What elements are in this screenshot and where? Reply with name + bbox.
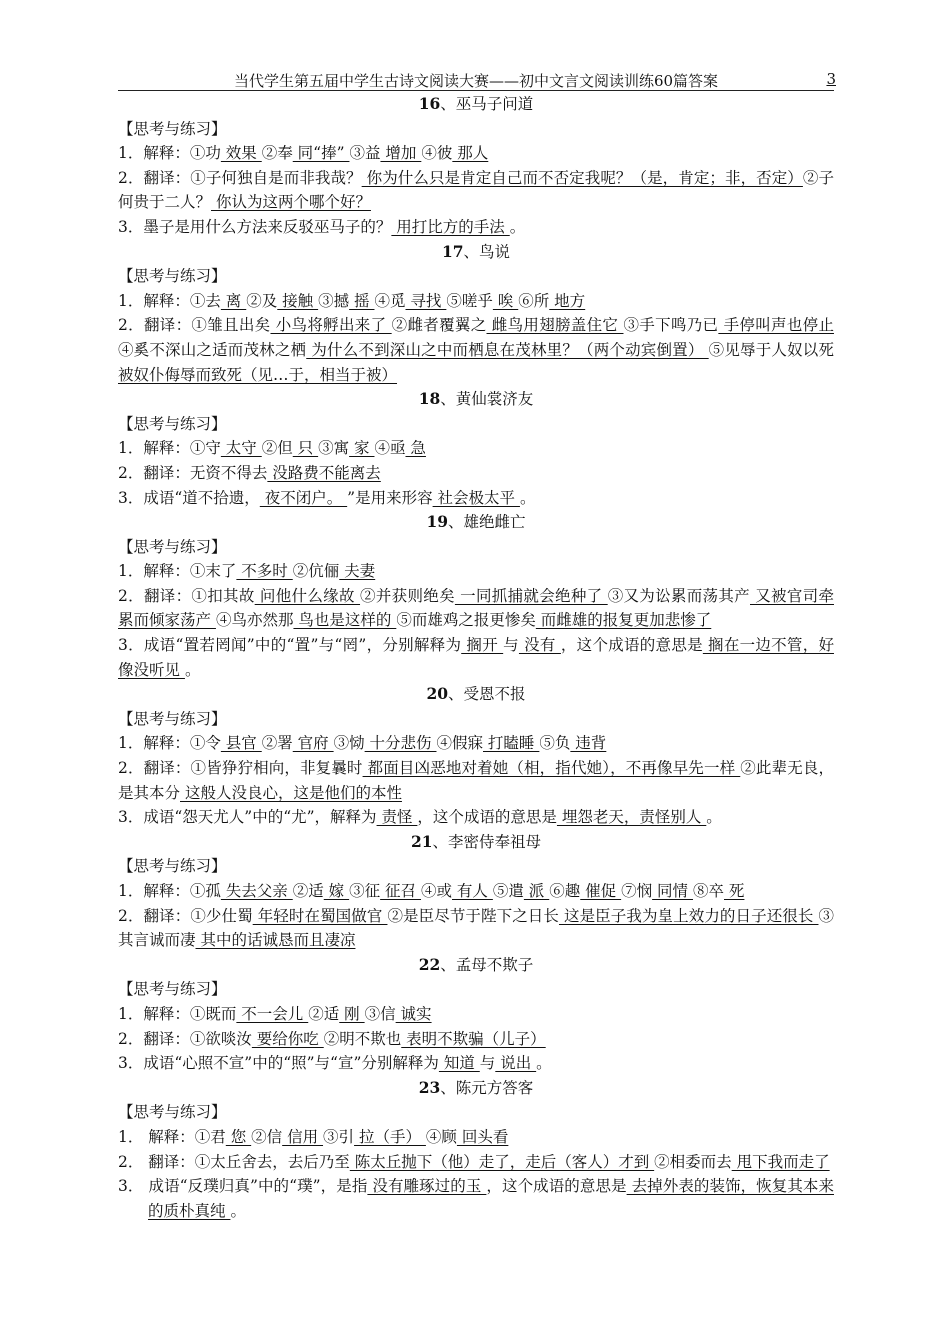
answer-line	[118, 584, 834, 633]
question-text: ③益	[349, 144, 381, 163]
question-text: ”是用来形容	[347, 488, 433, 507]
question-text: ④顾	[425, 1127, 457, 1146]
question-text: 3．成语“道不拾遗，	[118, 488, 260, 507]
answer-blank: 同“捧”	[292, 144, 350, 163]
question-text: ②伉俪	[292, 562, 340, 581]
answer-blank: 而雌雄的报复更加悲惨了	[535, 611, 712, 630]
section-number: 19	[426, 512, 449, 532]
question-text: 1．解释：①既而	[118, 1004, 237, 1023]
question-text: ②但	[261, 439, 293, 458]
question-text: ②明不欺也	[323, 1029, 402, 1048]
practice-heading: 【思考与练习】	[118, 119, 227, 138]
answer-blank: 没有	[518, 636, 561, 655]
answer-blank: 信用	[282, 1127, 324, 1146]
answer-blank: 这般人没良心，这是他们的本性	[180, 783, 402, 802]
answer-blank: 寻找	[405, 291, 447, 310]
section-number: 22	[418, 954, 441, 974]
practice-heading: 【思考与练习】	[118, 537, 227, 556]
answer-line	[118, 633, 834, 682]
question-text: ③征	[349, 882, 381, 900]
answer-blank: 表明不欺骗（儿子）	[401, 1029, 546, 1048]
section-number: 17	[441, 241, 464, 261]
answer-blank: 效果	[220, 144, 262, 163]
question-text: ②子何贵于二人？	[118, 168, 834, 212]
question-text: ④奚不深山之适而茂林之栖	[118, 340, 307, 359]
section-title-text: 、鸟说	[463, 242, 511, 261]
question-text: 2．翻译：①皆狰狞相向，非复曩时	[118, 759, 363, 778]
answer-blank: 社会极太平	[432, 488, 520, 507]
section-number: 23	[418, 1077, 441, 1097]
section-title	[118, 830, 834, 855]
answer-line	[118, 215, 834, 240]
question-text: ③信	[364, 1004, 396, 1023]
section-title	[118, 240, 834, 265]
answer-blank: 不一会儿	[236, 1004, 309, 1023]
section-title	[118, 682, 834, 707]
question-text: ⑤嗟乎	[446, 291, 493, 310]
answer-line	[118, 756, 834, 805]
section-title	[118, 387, 834, 412]
answer-line	[118, 1002, 834, 1027]
question-text: ，这个成语的意思是	[560, 636, 703, 655]
question-text: ③寓	[318, 439, 350, 458]
answer-blank: 诚实	[395, 1004, 432, 1023]
answer-line	[118, 486, 834, 511]
question-text: 与	[479, 1054, 496, 1073]
question-text: ③手下鸣乃已	[623, 316, 719, 335]
question-text: 。	[706, 808, 722, 827]
answer-blank: 搁在一边不管，好像没听见	[118, 636, 834, 679]
question-text: ⑤遣	[492, 882, 524, 900]
question-text: 。	[184, 660, 201, 679]
answer-blank: 打瞌睡	[483, 734, 540, 753]
question-text: ③又为讼累而荡其产	[607, 586, 750, 605]
question-text: ②署	[261, 734, 293, 753]
answer-blank: 县官	[220, 734, 262, 753]
question-text: ⑥所	[518, 291, 550, 310]
question-text: ②并获则绝矣	[360, 586, 455, 605]
answer-blank: 只	[292, 439, 319, 458]
section-title-text: 、巫马子问道	[440, 95, 534, 113]
section-title	[118, 510, 834, 535]
question-text: 1．解释：①末了	[118, 562, 237, 581]
answer-blank: 你认为这两个哪个好？	[211, 193, 371, 212]
answer-line	[118, 461, 834, 486]
question-text: ⑤负	[539, 734, 571, 753]
answer-blank: 去掉外表的装饰，恢复其本来的质朴真纯	[148, 1177, 834, 1220]
answer-blank: 手停叫声也停止	[718, 316, 834, 335]
answer-blank: 没路费不能离去	[267, 463, 381, 482]
question-text: ⑥趣	[549, 882, 581, 900]
answer-blank: 夜不闭户。	[259, 488, 348, 507]
header-title: 当代学生第五届中学生古诗文阅读大赛——初中文言文阅读训练60篇答案	[233, 72, 719, 90]
answer-blank: 埋怨老天，责怪别人	[556, 808, 707, 827]
answer-blank: 甩下我而走了	[731, 1152, 830, 1171]
answer-blank: 征召	[380, 882, 421, 900]
question-text: ④假寐	[436, 734, 483, 753]
answer-line	[118, 1125, 834, 1150]
answer-blank: 您	[225, 1127, 252, 1146]
question-text: 。	[519, 488, 536, 507]
question-text: 3．成语“心照不宣”中的“照”与“宣”分别解释为	[118, 1054, 439, 1073]
question-text: ④鸟亦然那	[215, 611, 294, 630]
answer-line	[118, 289, 834, 314]
question-text: ②信	[251, 1127, 283, 1146]
answer-blank: 被奴仆侮辱而致死（见…于，相当于被）	[118, 365, 398, 384]
question-text: ⑤见辱于人奴以死	[708, 340, 834, 359]
question-text: ②奉	[261, 144, 293, 163]
question-text: 2．翻译：①雏且出矣	[118, 316, 271, 335]
question-text: 1．解释：①孤	[118, 882, 221, 900]
practice-heading: 【思考与练习】	[118, 414, 227, 433]
question-text: 3．墨子是用什么方法来反驳巫马子的？	[118, 217, 392, 236]
answer-blank: 又被官司牵累而倾家荡产	[118, 586, 834, 630]
question-text: ②适	[292, 882, 324, 900]
practice-heading: 【思考与练习】	[118, 1103, 227, 1122]
answer-line	[118, 1174, 834, 1223]
question-text: ，这个成语的意思是	[486, 1177, 627, 1196]
section-title-text: 、受恩不报	[448, 685, 526, 704]
answer-blank: 为什么不到深山之中而栖息在茂林里？（两个动宾倒置）	[306, 340, 709, 359]
answer-line	[118, 904, 834, 953]
answer-line	[118, 805, 834, 830]
answer-blank: 鸟也是这样的	[293, 611, 397, 630]
answer-blank: 刚	[339, 1004, 365, 1023]
question-text: 1．解释：①守	[118, 439, 221, 458]
section-title-text: 、雄绝雌亡	[448, 513, 526, 532]
question-text: ⑦悯	[621, 882, 653, 900]
answer-blank: 太守	[220, 439, 262, 458]
section-title-text: 、黄仙裳济友	[440, 390, 534, 409]
section-title-text: 、李密侍奉祖母	[432, 832, 542, 851]
answer-blank: 那人	[452, 144, 489, 163]
answer-blank: 年轻时在蜀国做官	[252, 906, 388, 925]
answer-blank: 这是臣子我为皇上效力的日子还很长	[558, 906, 819, 925]
question-text: ④觅	[374, 291, 406, 310]
answer-line	[118, 559, 834, 584]
answer-line	[118, 166, 834, 215]
question-text: ②相委而去	[654, 1152, 732, 1171]
question-text: 。	[536, 1054, 552, 1073]
answer-blank: 小鸟将孵出来了	[270, 316, 392, 335]
answer-blank: 有人	[452, 882, 493, 900]
answer-blank: 嫁	[323, 882, 350, 900]
answer-line	[118, 879, 834, 904]
answer-blank: 用打比方的手法	[391, 217, 510, 236]
answer-blank: 说出	[495, 1054, 537, 1073]
practice-heading: 【思考与练习】	[118, 709, 227, 728]
answer-line	[118, 731, 834, 756]
answer-blank: 失去父亲	[220, 882, 293, 900]
answer-blank: 派	[523, 882, 550, 900]
answer-blank: 违背	[570, 734, 607, 753]
question-text: ②此辈无良，是其本分	[118, 759, 834, 802]
question-text: ，这个成语的意思是	[417, 808, 557, 827]
question-text: ④亟	[374, 439, 406, 458]
section-number: 20	[426, 684, 449, 704]
section-title	[118, 953, 834, 978]
section-title	[118, 1076, 834, 1101]
question-text: 2．翻译：无资不得去	[118, 463, 268, 482]
section-number: 16	[418, 94, 441, 113]
section-number: 21	[410, 831, 433, 851]
section-title-text: 、孟母不欺子	[440, 955, 534, 974]
answer-blank: 接触	[277, 291, 319, 310]
question-text: 3．成语“置若罔闻”中的“置”与“罔”，分别解释为	[118, 636, 462, 655]
question-text: 1． 解释：①君	[118, 1127, 226, 1146]
answer-blank: 搁开	[461, 636, 504, 655]
question-text: ④或	[420, 882, 452, 900]
answer-blank: 拉（手）	[354, 1127, 426, 1146]
answer-line	[118, 1150, 834, 1175]
answer-blank: 没有雕琢过的玉	[367, 1177, 487, 1196]
practice-heading: 【思考与练习】	[118, 980, 227, 999]
question-text: ⑤而雄鸡之报更惨矣	[396, 611, 536, 630]
practice-heading: 【思考与练习】	[118, 267, 227, 286]
question-text: 。	[509, 217, 526, 236]
answer-line	[118, 1051, 834, 1076]
answer-blank: 死	[724, 882, 745, 900]
answer-blank: 陈太丘抛下（他）走了，走后（客人）才到	[349, 1152, 655, 1171]
answer-blank: 不多时	[236, 562, 293, 581]
question-text: 1．解释：①功	[118, 144, 221, 163]
answer-line	[118, 436, 834, 461]
answer-blank: 要给你吃	[251, 1029, 324, 1048]
question-text: 1．解释：①去	[118, 291, 221, 310]
answer-blank: 一同抓捕就会绝种了	[454, 586, 608, 605]
answer-content	[118, 92, 834, 1223]
question-text: 。	[230, 1201, 246, 1220]
question-text: ②及	[246, 291, 278, 310]
answer-blank: 摇	[349, 291, 375, 310]
answer-blank: 都面目凶恶地对着她（相，指代她），不再像早先一样	[362, 759, 741, 778]
answer-blank: 增加	[380, 144, 422, 163]
question-text: 2．翻译：①少仕蜀	[118, 906, 253, 925]
answer-blank: 同情	[652, 882, 693, 900]
question-text: ③引	[323, 1127, 355, 1146]
answer-line	[118, 141, 834, 166]
answer-blank: 你为什么只是肯定自己而不否定我呢？（是，肯定；非，否定）	[361, 168, 803, 187]
question-text: ③恸	[333, 734, 365, 753]
answer-blank: 离	[220, 291, 247, 310]
page-number: 3	[826, 70, 836, 88]
answer-blank: 地方	[549, 291, 586, 310]
question-text: 2． 翻译：①太丘舍去，去后乃至	[118, 1152, 350, 1171]
answer-blank: 唉	[492, 291, 519, 310]
answer-blank: 家	[349, 439, 375, 458]
practice-heading: 【思考与练习】	[118, 857, 227, 876]
answer-blank: 夫妻	[339, 562, 376, 581]
question-text: 2．翻译：①子何独自是而非我哉？	[118, 168, 362, 187]
answer-blank: 官府	[292, 734, 334, 753]
section-number: 18	[418, 389, 441, 409]
answer-blank: 回头看	[456, 1127, 509, 1146]
question-text: 与	[503, 636, 519, 655]
answer-blank: 急	[405, 439, 426, 458]
page-header	[118, 68, 834, 91]
section-title-text: 、陈元方答客	[440, 1078, 534, 1097]
answer-blank: 问他什么缘故	[254, 586, 361, 605]
section-title	[118, 92, 834, 117]
question-text: ②雌者覆翼之	[391, 316, 487, 335]
answer-blank: 责怪	[376, 808, 418, 827]
question-text: 1．解释：①令	[118, 734, 221, 753]
question-text: ⑧卒	[692, 882, 724, 900]
question-text: 3． 成语“反璞归真”中的“璞”，是指	[118, 1177, 368, 1196]
question-text: 2．翻译：①扣其故	[118, 586, 255, 605]
answer-line	[118, 313, 834, 387]
answer-blank: 催促	[580, 882, 622, 900]
question-text: ②是臣尽节于陛下之日长	[387, 906, 559, 925]
question-text: 2．翻译：①欲啖汝	[118, 1029, 252, 1048]
answer-blank: 雌鸟用翅膀盖住它	[486, 316, 624, 335]
answer-blank: 其中的话诚恳而且凄凉	[195, 931, 356, 950]
question-text: ③撼	[318, 291, 350, 310]
question-text: 3．成语“怨天尤人”中的“尤”，解释为	[118, 808, 377, 827]
answer-line	[118, 1027, 834, 1052]
question-text: ③其言诚而凄	[118, 906, 834, 950]
answer-blank: 知道	[438, 1054, 480, 1073]
answer-blank: 十分悲伤	[364, 734, 437, 753]
question-text: ④彼	[421, 144, 453, 163]
question-text: ②适	[308, 1004, 340, 1023]
